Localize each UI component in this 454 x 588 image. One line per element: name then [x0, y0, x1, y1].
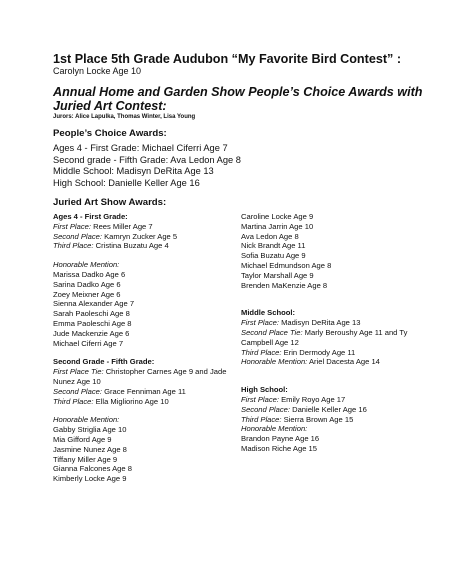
document-page [53, 52, 423, 484]
award-value: Ella Migliorino Age 10 [93, 396, 169, 406]
peoples-choice-line: High School: Danielle Keller Age 16 [53, 177, 200, 188]
hm-label: Honorable Mention: [53, 415, 120, 425]
award-label: First Place Tie: [53, 367, 104, 377]
award-value: Grace Fenniman Age 11 [101, 386, 186, 396]
high-school-heading: High School: [241, 385, 288, 395]
award-value: Sierra Brown Age 15 [281, 414, 354, 424]
hm-label: Honorable Mention: [241, 424, 308, 434]
award-value: Marly Beroushy Age 11 and Ty Campbell Age 12 [241, 327, 408, 347]
award-label: First Place: [241, 394, 279, 404]
list-item: Jude Mackenzie Age 6 [53, 328, 130, 338]
second-fifth-heading: Second Grade - Fifth Grade: [53, 357, 155, 367]
award-value: Madisyn DeRita Age 13 [278, 318, 361, 328]
list-item: Emma Paoleschi Age 8 [53, 318, 132, 328]
list-item: Sofia Buzatu Age 9 [241, 251, 306, 261]
list-item: Nick Brandt Age 11 [241, 241, 306, 251]
list-item: Kimberly Locke Age 9 [53, 474, 127, 484]
middle-school-heading: Middle School: [241, 308, 295, 318]
juried-left-column [53, 212, 241, 484]
award-value: Rees Miller Age 7 [90, 221, 153, 231]
list-item: Brandon Payne Age 16 [241, 434, 320, 444]
peoples-choice-line: Middle School: Madisyn DeRita Age 13 [53, 166, 214, 176]
juried-heading: Juried Art Show Awards: [53, 197, 167, 208]
list-item: Gianna Falcones Age 8 [53, 464, 132, 474]
award-label: Second Place: [241, 404, 290, 414]
award-label: Third Place: [241, 347, 282, 357]
peoples-choice-line: Second grade - Fifth Grade: Ava Ledon Age 8 [53, 154, 241, 165]
award-value: Kamryn Zucker Age 5 [101, 231, 178, 241]
garden-show-heading: Annual Home and Garden Show People’s Choice Awards with Juried Art Contest: [53, 85, 423, 113]
list-item: Martina Jarrin Age 10 [241, 221, 314, 231]
award-value: Cristina Buzatu Age 4 [93, 241, 169, 251]
list-item: Sarina Dadko Age 6 [53, 279, 121, 289]
hm-label: Honorable Mention: [53, 260, 120, 270]
list-item: Tiffany Miller Age 9 [53, 454, 118, 464]
list-item: Gabby Striglia Age 10 [53, 425, 127, 435]
list-item: Taylor Marshall Age 9 [241, 270, 314, 280]
jurors-line: Jurors: Alice Lapulka, Thomas Winter, Lisa Young [53, 114, 196, 120]
list-item: Sienna Alexander Age 7 [53, 299, 135, 309]
list-item: Brenden MaKenzie Age 8 [241, 280, 328, 290]
award-value: Ariel Dacesta Age 14 [307, 357, 380, 367]
award-label: Honorable Mention: [241, 357, 308, 367]
ages4-heading: Ages 4 - First Grade: [53, 212, 128, 221]
award-label: Second Place: [53, 386, 102, 396]
list-item: Michael Ciferri Age 7 [53, 338, 124, 348]
juried-right-column [241, 212, 423, 484]
peoples-choice-heading: People’s Choice Awards: [53, 128, 167, 139]
list-item: Sarah Paoleschi Age 8 [53, 309, 130, 319]
list-item: Michael Edmundson Age 8 [241, 260, 332, 270]
peoples-choice-list [53, 143, 423, 189]
peoples-choice-line: Ages 4 - First Grade: Michael Ciferri Age 7 [53, 143, 228, 153]
list-item: Ava Ledon Age 8 [241, 231, 299, 241]
award-label: Second Place: [53, 231, 102, 241]
award-label: First Place: [241, 318, 279, 328]
list-item: Zoey Meixner Age 6 [53, 289, 121, 299]
award-label: Third Place: [53, 241, 94, 251]
juried-columns [53, 212, 423, 484]
award-value: Erin Dermody Age 11 [281, 347, 356, 357]
audubon-winner: Carolyn Locke Age 10 [53, 66, 142, 76]
award-value: Danielle Keller Age 16 [289, 404, 367, 414]
award-label: First Place: [53, 221, 91, 231]
award-label: Third Place: [241, 414, 282, 424]
audubon-heading: 1st Place 5th Grade Audubon “My Favorite Bird Contest” : [53, 52, 402, 66]
list-item: Jasmine Nunez Age 8 [53, 444, 127, 454]
list-item: Caroline Locke Age 9 [241, 212, 314, 221]
award-label: Second Place Tie: [241, 327, 303, 337]
award-value: Christopher Carnes Age 9 and Jade Nunez Age 10 [53, 367, 227, 386]
list-item: Marissa Dadko Age 6 [53, 269, 126, 279]
list-item: Mia Gifford Age 9 [53, 434, 112, 444]
list-item: Madison Riche Age 15 [241, 443, 317, 453]
award-label: Third Place: [53, 396, 94, 406]
award-value: Emily Royo Age 17 [278, 394, 346, 404]
